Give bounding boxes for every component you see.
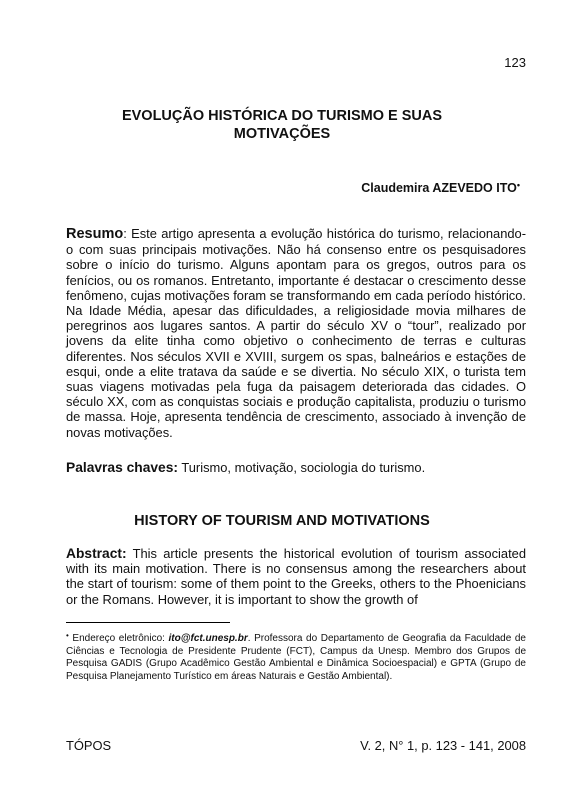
page-number: 123	[504, 55, 526, 70]
resumo-paragraph	[66, 226, 526, 440]
journal-name: TÓPOS	[66, 738, 112, 753]
keywords-label: Palavras chaves:	[66, 460, 178, 475]
footnote	[66, 630, 526, 683]
footnote-text: . Professora do Departamento de Geografia da Faculdade de Ciências e Tecnologia de Presidente Prudente (FCT), Campus da Unesp. Membro dos Grupos de Pesquisa GADIS (Grupo Acadêmico Gestão Ambiental e Dinâmica Socioespacial) e GPTA (Grupo de Pesquisa Planejamento Turístico em áreas Naturais e Gestão Ambiental).	[66, 633, 526, 682]
abstract-label: Abstract:	[66, 546, 127, 561]
resumo-text: : Este artigo apresenta a evolução histórica do turismo, relacionando-o com suas principais motivações. Não há consenso entre os pesquisadores sobre o início do turismo. Alguns apontam para os gregos, outros para os fenícios, ou os romanos. Entretanto, importante é destacar o crescimento desse fenômeno, cujas motivações foram se transformando em cada período histórico. Na Idade Média, apesar das dificuldades, a religiosidade movia milhares de peregrinos aos lugares santos. A partir do século XV o “tour”, realizado por jovens da elite tinha como objetivo o conhecimento de terras e culturas diferentes. Nos séculos XVII e XVIII, surgem os spas, balneários e estações de esqui, onde a elite tratava da saúde e se divertia. No século XIX, o turista tem suas viagens motivadas pela fuga da paisagem deteriorada das cidades. O século XX, com as conquistas sociais e produção capitalista, produziu o turismo de massa. Hoje, apresenta tendência de crescimento, associado à invenção de novas motivações.	[66, 226, 526, 440]
footnote-email-link[interactable]: ito@fct.unesp.br	[168, 633, 248, 644]
author	[361, 180, 520, 195]
english-title: HISTORY OF TOURISM AND MOTIVATIONS	[134, 513, 430, 529]
resumo-label: Resumo	[66, 226, 124, 242]
citation-info: V. 2, N° 1, p. 123 - 141, 2008	[360, 738, 526, 753]
keywords-text: Turismo, motivação, sociologia do turismo.	[178, 460, 426, 475]
footnote-marker: •	[66, 631, 69, 640]
article-title	[40, 108, 524, 143]
author-footnote-marker: •	[516, 180, 520, 190]
footnote-prefix: Endereço eletrônico:	[68, 633, 169, 644]
keywords-line	[66, 460, 526, 475]
abstract-paragraph	[66, 546, 526, 607]
article-title-line-2: MOTIVAÇÕES	[233, 125, 331, 142]
author-name: Claudemira AZEVEDO ITO	[361, 181, 517, 195]
abstract-text: This article presents the historical evolution of tourism associated with its main motivation. There is no consensus among the researchers about the start of tourism: some of them point to the Greeks, others to the Phoenicians or the Romans. However, it is important to show the growth of	[66, 546, 526, 607]
footnote-divider	[66, 622, 230, 623]
article-title-line-1: EVOLUÇÃO HISTÓRICA DO TURISMO E SUAS	[121, 108, 443, 124]
